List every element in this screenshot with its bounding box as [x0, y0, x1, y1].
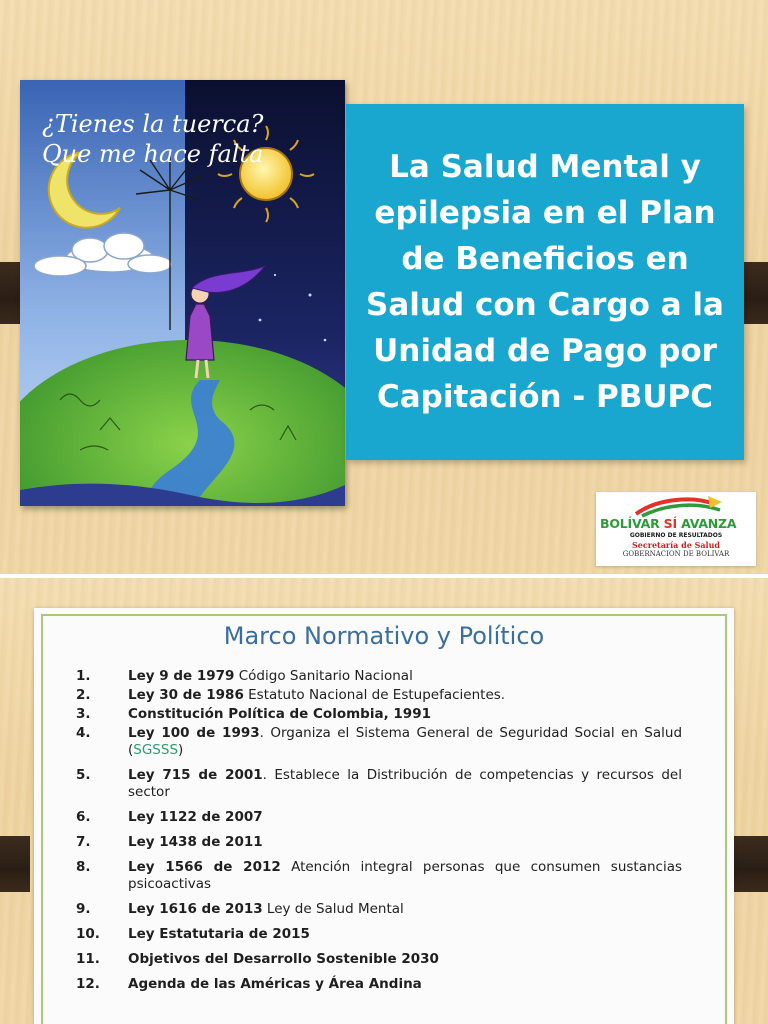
list-item [76, 706, 682, 723]
list-item-number: 9. [76, 901, 91, 917]
gobernacion-logo [596, 492, 756, 566]
list-item-number: 5. [76, 767, 91, 783]
list-item [76, 725, 682, 759]
presentation-title: La Salud Mental y epilepsia en el Plan de Beneficios en Salud con Cargo a la Unidad de Pago por Capitación - PBUPC [366, 149, 724, 415]
law-description: Atención integral personas que consumen sustancias psicoactivas [128, 859, 683, 892]
law-name: Ley 1122 de 2007 [128, 809, 263, 825]
list-item [76, 901, 682, 918]
list-item-number: 2. [76, 687, 91, 703]
list-item-text [128, 767, 682, 801]
law-name: Ley 30 de 1986 [128, 687, 244, 703]
list-item-number: 8. [76, 859, 91, 875]
logo-swoosh-icon [596, 492, 756, 518]
law-description: . Establece la Distribución de competencias y recursos del sector [128, 767, 682, 800]
list-item-number: 3. [76, 706, 91, 722]
section-title: Marco Normativo y Político [223, 622, 545, 650]
list-item-text [128, 706, 682, 723]
list-item-text [128, 809, 682, 826]
legal-framework-list [76, 668, 682, 993]
list-item [76, 809, 682, 826]
law-name: Objetivos del Desarrollo Sostenible 2030 [128, 951, 439, 967]
list-item [76, 859, 682, 893]
slide-framework [0, 578, 768, 1024]
law-name: Ley 1566 de 2012 [128, 859, 281, 875]
poster-line-2: Que me hace falta [42, 140, 264, 168]
strap-right [744, 262, 768, 324]
list-item [76, 687, 682, 704]
logo-government: GOBERNACION DE BOLIVAR [622, 550, 730, 558]
logo-brand: BOLÍVAR SÍ AVANZA [600, 516, 737, 531]
list-item-text [128, 668, 682, 685]
list-item-number: 1. [76, 668, 91, 684]
list-item-number: 4. [76, 725, 91, 741]
list-item-text [128, 834, 682, 851]
law-name: Ley 100 de 1993 [128, 725, 260, 741]
law-description-end: ) [178, 742, 184, 758]
law-name: Ley 9 de 1979 [128, 668, 235, 684]
list-item-text [128, 859, 682, 893]
title-box [346, 104, 744, 460]
law-name: Ley 1616 de 2013 [128, 901, 263, 917]
law-description: . Organiza el Sistema General de Seguridad Social en Salud ( [128, 725, 683, 758]
acronym-link[interactable]: SGSSS [133, 742, 179, 758]
list-item [76, 767, 682, 801]
law-name: Ley Estatutaria de 2015 [128, 926, 310, 942]
law-name: Ley 1438 de 2011 [128, 834, 263, 850]
list-item [76, 926, 682, 943]
campaign-poster [20, 80, 345, 506]
framework-card [34, 608, 734, 1024]
list-item [76, 976, 682, 993]
list-item [76, 834, 682, 851]
list-item-text [128, 687, 682, 704]
list-item [76, 668, 682, 685]
law-description: Ley de Salud Mental [262, 901, 404, 917]
list-item-text [128, 926, 682, 943]
list-item [76, 951, 682, 968]
list-item-number: 10. [76, 926, 100, 942]
law-description: Estatuto Nacional de Estupefacientes. [243, 687, 506, 703]
list-item-text [128, 725, 682, 759]
list-item-number: 12. [76, 976, 100, 992]
list-item-text [128, 951, 682, 968]
poster-illustration [20, 80, 345, 506]
law-description: Código Sanitario Nacional [234, 668, 413, 684]
list-item-text [128, 976, 682, 993]
logo-tagline: GOBIERNO DE RESULTADOS [629, 532, 723, 539]
law-name: Ley 715 de 2001 [128, 767, 263, 783]
list-item-number: 6. [76, 809, 91, 825]
list-item-number: 11. [76, 951, 100, 967]
law-name: Agenda de las Américas y Área Andina [128, 976, 422, 992]
logo-department: Secretaría de Salud [631, 540, 721, 550]
strap-left [0, 836, 30, 892]
strap-left [0, 262, 20, 324]
poster-line-1: ¿Tienes la tuerca? [42, 110, 264, 138]
list-item-text [128, 901, 682, 918]
law-name: Constitución Política de Colombia, 1991 [128, 706, 431, 722]
list-item-number: 7. [76, 834, 91, 850]
